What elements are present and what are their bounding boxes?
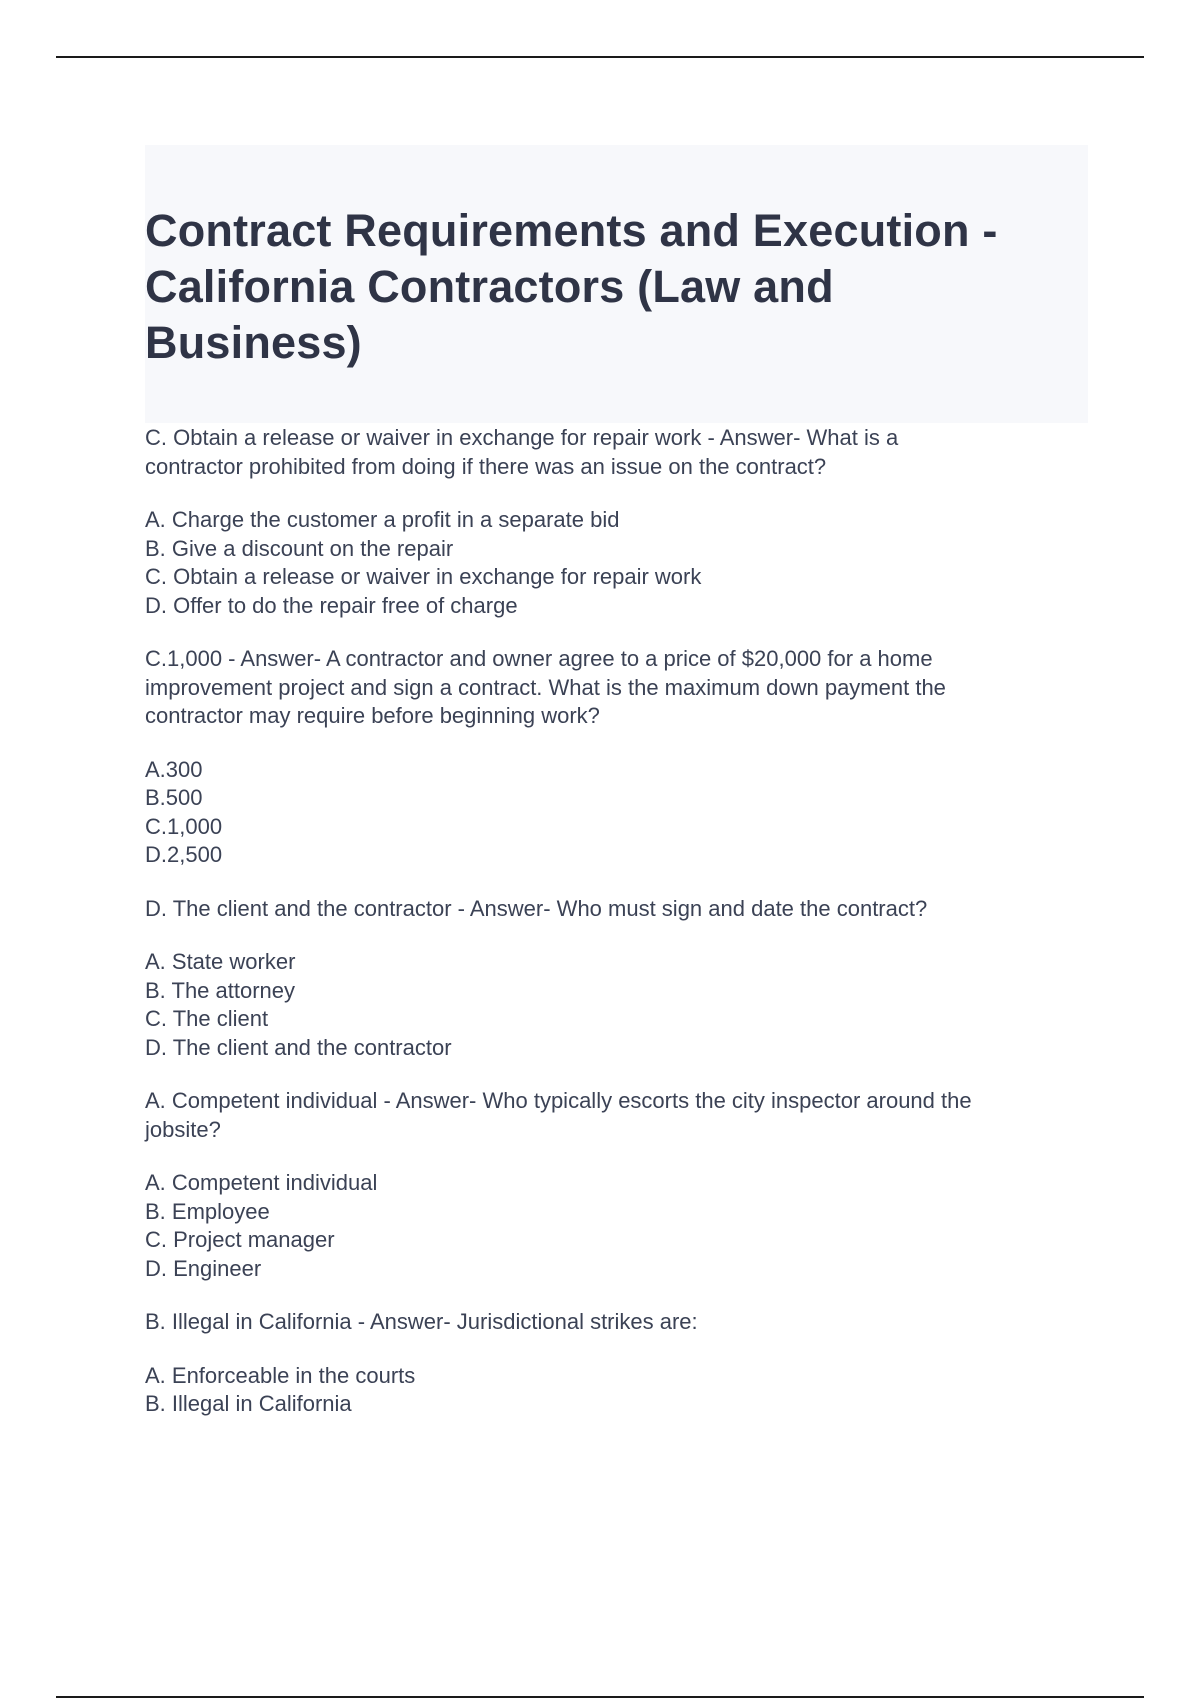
footer-rule (56, 1696, 1144, 1698)
question-line: C.1,000 - Answer- A contractor and owner agree to a price of $20,000 for a home (145, 646, 933, 671)
question-line: contractor may require before beginning work? (145, 703, 600, 728)
option-list (145, 1362, 1085, 1419)
option-item: B.500 (145, 785, 203, 810)
option-list (145, 948, 1085, 1062)
title-block (145, 145, 1088, 423)
question-line: C. Obtain a release or waiver in exchange for repair work - Answer- What is a (145, 425, 899, 450)
option-item: C. Project manager (145, 1227, 335, 1252)
option-list (145, 756, 1085, 870)
question-text (145, 1087, 1085, 1144)
question-text (145, 895, 1085, 924)
title-line: California Contractors (Law and (145, 261, 834, 312)
title-line: Business) (145, 317, 362, 368)
option-list (145, 506, 1085, 620)
option-item: B. Give a discount on the repair (145, 535, 454, 561)
option-item: D. Engineer (145, 1255, 262, 1281)
document-body (145, 424, 1085, 1444)
option-item: A. Competent individual (145, 1170, 378, 1195)
option-item: B. Employee (145, 1198, 270, 1224)
question-line: improvement project and sign a contract. What is the maximum down payment the (145, 674, 946, 700)
option-item: C. The client (145, 1006, 269, 1031)
qa-item (145, 1308, 1085, 1419)
option-item: D. Offer to do the repair free of charge (145, 592, 518, 618)
option-item: B. The attorney (145, 977, 296, 1003)
option-item: C. Obtain a release or waiver in exchange for repair work (145, 564, 702, 589)
question-text (145, 1308, 1085, 1337)
title-line: Contract Requirements and Execution - (145, 205, 998, 256)
option-item: C.1,000 (145, 813, 223, 839)
option-item: A. Charge the customer a profit in a separate bid (145, 507, 620, 532)
qa-item (145, 1087, 1085, 1283)
option-list (145, 1169, 1085, 1283)
question-line: B. Illegal in California - Answer- Jurisdictional strikes are: (145, 1309, 698, 1334)
question-line: contractor prohibited from doing if there was an issue on the contract? (145, 453, 827, 479)
qa-item (145, 895, 1085, 1063)
option-item: B. Illegal in California (145, 1391, 352, 1416)
qa-item (145, 424, 1085, 620)
option-item: D. The client and the contractor (145, 1034, 452, 1060)
question-line: jobsite? (145, 1116, 221, 1142)
header-rule (56, 56, 1144, 58)
qa-item (145, 645, 1085, 870)
question-line: A. Competent individual - Answer- Who typically escorts the city inspector around the (145, 1088, 972, 1113)
option-item: A. Enforceable in the courts (145, 1362, 416, 1388)
question-text (145, 645, 1085, 731)
document-title (145, 203, 1088, 371)
option-item: A. State worker (145, 949, 296, 974)
question-text (145, 424, 1085, 481)
option-item: D.2,500 (145, 842, 223, 867)
question-line: D. The client and the contractor - Answer- Who must sign and date the contract? (145, 895, 928, 921)
option-item: A.300 (145, 756, 203, 782)
